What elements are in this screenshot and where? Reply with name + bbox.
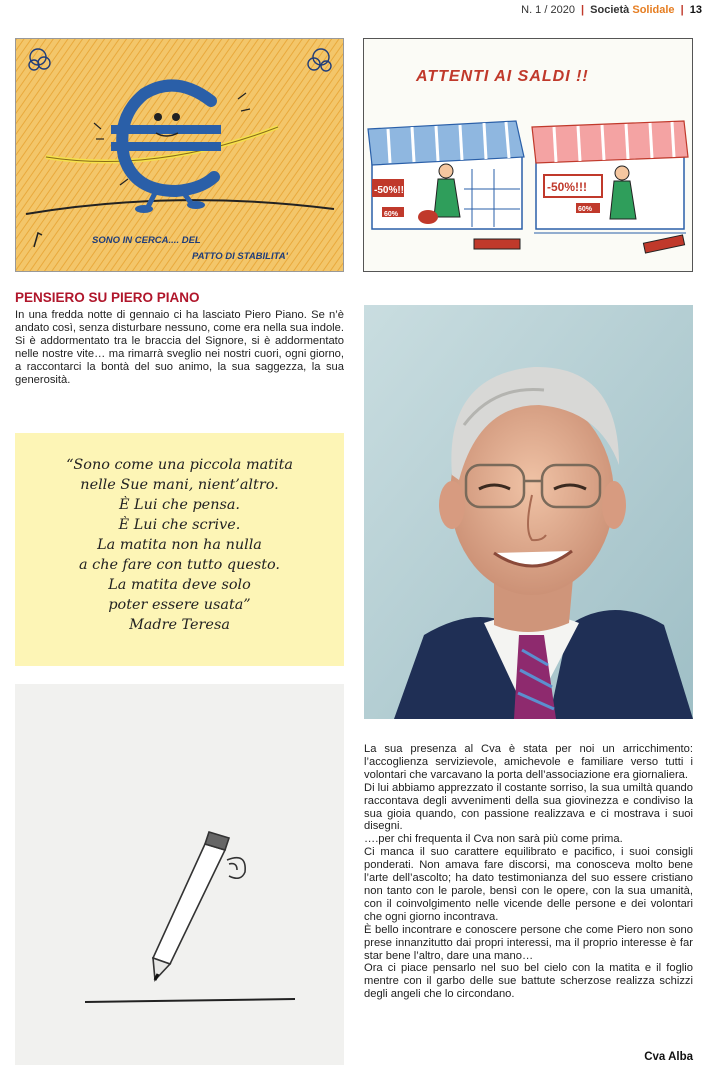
pencil-drawing: [15, 684, 344, 1065]
issue-number: N. 1 / 2020: [521, 4, 575, 16]
quote-line: nelle Sue mani, nient’altro.: [80, 477, 279, 493]
page-number: 13: [689, 4, 702, 16]
euro-tightrope-cartoon: [15, 38, 344, 272]
quote-line: poter essere usata”: [108, 597, 251, 613]
body-paragraph: La sua presenza al Cva è stata per noi un arricchimento: l’accoglienza servizievole, amichevole e familiare verso tutti i volontari che varcavano la porta dell’associazione era giornaliera.: [364, 743, 693, 781]
sales-cartoon-drawing: [364, 39, 692, 271]
portrait-photo: [364, 305, 693, 719]
pencil-sketch: [15, 684, 344, 1065]
body-paragraph: ….per chi frequenta il Cva non sarà più come prima.: [364, 833, 623, 846]
cartoon-caption-line1: SONO IN CERCA.... DEL: [92, 235, 201, 246]
discount-sign-left: -50%!!!: [374, 185, 408, 196]
portrait-illustration: [364, 305, 693, 719]
cartoon-title: ATTENTI AI SALDI !!: [416, 68, 589, 85]
body-paragraph: Ora ci piace pensarlo nel suo bel cielo con la matita e il foglio mentre con il garbo delle sue battute scherzose realizza schizzi degli angeli che lo circondano.: [364, 962, 693, 1001]
body-paragraph: Di lui abbiamo apprezzato il costante sorriso, la sua umiltà quando raccontava degli avvenimenti della sua giovinezza e condiviso la sua gioia quando, con passione realizzava e ci mostrava i suoi disegni.: [364, 781, 693, 833]
quote-author: Madre Teresa: [129, 617, 230, 633]
quote-box: [15, 433, 344, 666]
euro-cartoon-drawing: [16, 39, 343, 271]
quote-line: È Lui che scrive.: [118, 517, 241, 533]
body-paragraph: Ci manca il suo carattere equilibrato e pacifico, i suoi consigli ponderati. Non amava fare discorsi, ma conosceva molto bene l’arte dell’ascolto; ha dato testimonianza del suo essere cristiano non tanto con le parole, bensì con le opere, con la sua umanità, con il coinvolgimento nelle vicende delle persone e dei volontari che ogni giorno incontrava.: [364, 846, 693, 923]
body-paragraph: È bello incontrare e conoscere persone che come Piero non sono prese innanzitutto dai propri interessi, ma il proprio interesse è far star bene l’altro, dare una mano…: [364, 923, 693, 962]
discount-sign-right: -50%!!!: [547, 180, 588, 194]
article-body: [364, 743, 693, 1001]
magazine-name-part1: Società: [590, 4, 630, 16]
quote-line: a che fare con tutto questo.: [78, 557, 281, 573]
quote-line: È Lui che pensa.: [118, 497, 241, 513]
page-header: [521, 4, 702, 16]
quote-line: “Sono come una piccola matita: [66, 457, 293, 473]
discount-tag-right: 60%: [578, 206, 593, 213]
cartoon-caption-line2: PATTO DI STABILITA': [192, 251, 288, 262]
article-signature: Cva Alba: [644, 1051, 693, 1063]
sales-cartoon: [363, 38, 693, 272]
header-separator: |: [581, 4, 585, 16]
quote-line: La matita non ha nulla: [97, 537, 262, 553]
header-separator: |: [680, 4, 684, 16]
magazine-name-part2: Solidale: [632, 4, 675, 16]
quote-line: La matita deve solo: [108, 577, 251, 593]
article-title: PENSIERO SU PIERO PIANO: [15, 290, 200, 305]
discount-tag-left: 60%: [384, 211, 399, 218]
article-intro: In una fredda notte di gennaio ci ha lasciato Piero Piano. Se n’è andato così, senza disturbare nessuno, come era nella sua indole. Si è addormentato tra le braccia del Signore, si è addormentato nelle nostre vite… ma rimarrà sveglio nei nostri cuori, ogni giorno, a raccontarci la bontà del suo animo, la sua saggezza, la sua generosità.: [15, 309, 344, 386]
